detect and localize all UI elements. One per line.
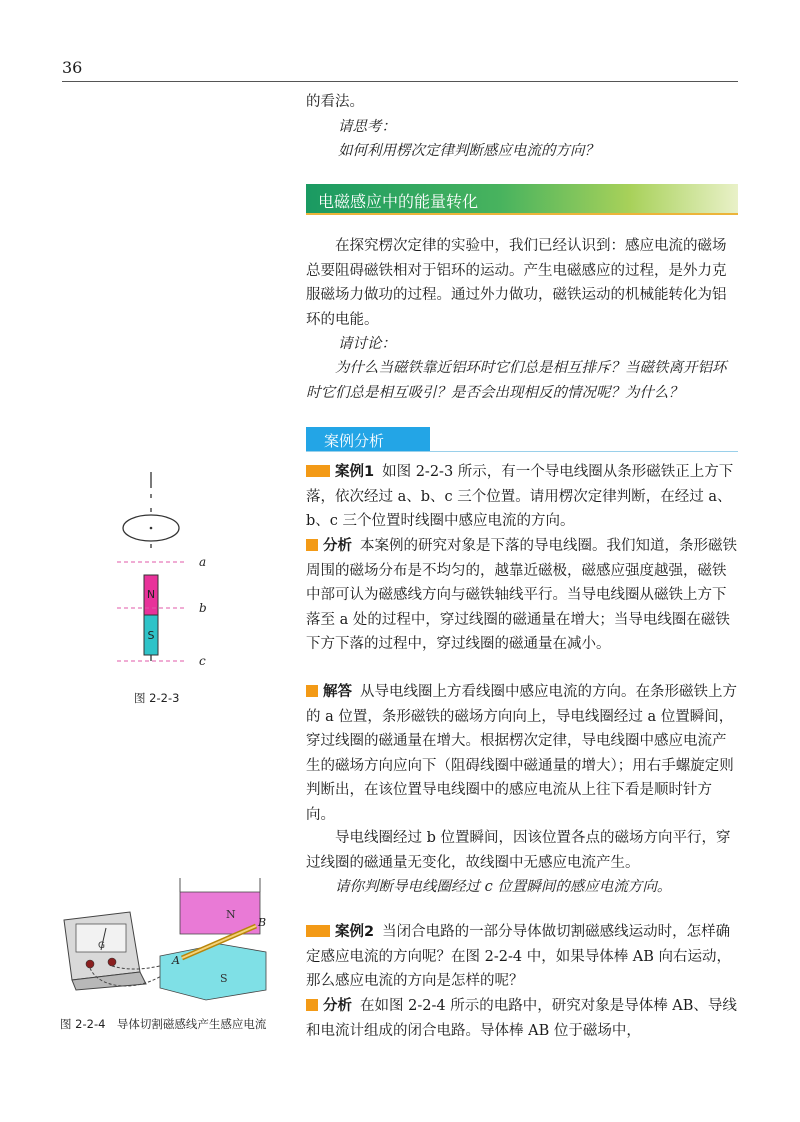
discuss-text: 为什么当磁铁靠近铝环时它们总是相互排斥？当磁铁离开铝环时它们总是相互吸引？是否会出现相反的情况呢？为什么？	[306, 360, 727, 401]
terminal-right	[108, 958, 116, 966]
discuss-label: 请讨论：	[338, 336, 396, 352]
analysis1-label: 分析	[323, 538, 352, 554]
section-heading-bar	[306, 184, 738, 214]
case2-text: 当闭合电路的一部分导体做切割磁感线运动时，怎样确定感应电流的方向呢？在图 2-2-4 中，如果导体棒 AB 向右运动，那么感应电流的方向是怎样的呢？	[306, 924, 732, 989]
answer1-label: 解答	[323, 684, 352, 700]
figure1-caption: 图 2-2-3	[134, 691, 180, 705]
orange-marker-icon	[306, 999, 318, 1011]
figure2-pole-s: S	[220, 972, 228, 985]
orange-marker-icon	[306, 539, 318, 551]
position-c-label: c	[199, 654, 206, 668]
exercise-prompt: 请你判断导电线圈经过 c 位置瞬间的感应电流方向。	[335, 879, 672, 895]
section-heading-underline	[306, 213, 738, 215]
section-heading-title: 电磁感应中的能量转化	[318, 192, 479, 211]
case2-label: 案例2	[335, 924, 375, 940]
galvanometer-label: G	[98, 941, 105, 951]
header-rule	[62, 81, 738, 82]
case-analysis-line	[306, 451, 738, 452]
orange-marker-icon	[306, 685, 318, 697]
case1-label: 案例1	[335, 464, 375, 480]
case-analysis-title: 案例分析	[324, 432, 385, 450]
rod-end-b: B	[258, 916, 267, 929]
analysis1-block	[306, 534, 740, 657]
position-b-paragraph: 导电线圈经过 b 位置瞬间，因该位置各点的磁场方向平行，穿过线圈的磁通量无变化，故线圈中无感应电流产生。	[306, 830, 731, 871]
analysis1-text: 本案例的研究对象是下落的导电线圈。我们知道，条形磁铁周围的磁场分布是不均匀的，越靠近磁极，磁感应强度越强，磁铁中部可认为磁感线方向与磁铁轴线平行。当导电线圈从磁铁上方下落至 a 处的过程中，穿过线圈的磁通量在增大；当导电线圈在磁铁下方下落的过程中，穿过线圈的磁通量在减小。	[306, 538, 737, 652]
energy-paragraph: 在探究楞次定律的实验中，我们已经认识到：感应电流的磁场总要阻碍磁铁相对于铝环的运动。产生电磁感应的过程，是外力克服磁场力做功的过程。通过外力做功，磁铁运动的机械能转化为铝环的电能。	[306, 238, 727, 328]
think-prompt-label: 请思考：	[338, 119, 396, 135]
figure-conductor-circuit	[60, 872, 280, 1012]
case2-block	[306, 920, 740, 994]
position-b-label: b	[199, 601, 207, 615]
figure-falling-coil	[115, 462, 225, 677]
pole-s-label: S	[147, 629, 155, 642]
answer1-text: 从导电线圈上方看线圈中感应电流的方向。在条形磁铁上方的 a 位置，条形磁铁的磁场方向向上，导电线圈经过 a 位置瞬间，穿过线圈的磁通量在增大。根据楞次定律，导电线圈中感应电流产生的磁场方向应向下（阻碍线圈中磁通量的增大）；用右手螺旋定则判断出，在该位置导电线圈中的感应电流从上往下看是顺时针方向。	[306, 684, 737, 823]
figure2-caption: 图 2-2-4 导体切割磁感线产生感应电流	[60, 1017, 267, 1031]
pole-n-label: N	[146, 588, 156, 601]
case1-block	[306, 460, 740, 534]
answer1-block	[306, 680, 740, 827]
rod-end-a: A	[172, 954, 180, 967]
analysis2-label: 分析	[323, 998, 352, 1014]
figure2-pole-n: N	[226, 908, 236, 921]
intro-continuation: 的看法。	[306, 94, 364, 110]
position-a-label: a	[199, 555, 207, 569]
orange-marker-icon	[306, 465, 330, 477]
case1-text: 如图 2-2-3 所示，有一个导电线圈从条形磁铁正上方下落，依次经过 a、b、c 三个位置。请用楞次定律判断，在经过 a、b、c 三个位置时线圈中感应电流的方向。	[306, 464, 734, 529]
page-number: 36	[62, 58, 83, 77]
orange-marker-icon	[306, 925, 330, 937]
analysis2-block	[306, 994, 740, 1043]
analysis2-text: 在如图 2-2-4 所示的电路中，研究对象是导体棒 AB、导线和电流计组成的闭合电路。导体棒 AB 位于磁场中，	[306, 998, 737, 1039]
terminal-left	[86, 960, 94, 968]
think-prompt-question: 如何利用楞次定律判断感应电流的方向？	[338, 143, 599, 159]
case-analysis-bar	[306, 427, 430, 451]
